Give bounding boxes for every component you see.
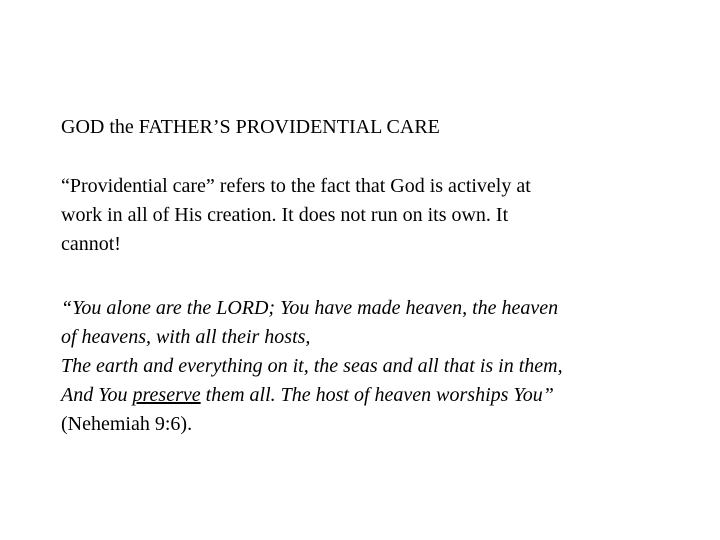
scripture-quote: [61, 294, 701, 439]
slide-title: GOD the FATHER’S PROVIDENTIAL CARE: [61, 116, 440, 138]
underlined-word: preserve: [132, 384, 201, 406]
verse-text: them all. The host of heaven worships You”: [200, 384, 554, 406]
intro-line: “Providential care” refers to the fact that God is actively at: [61, 175, 531, 197]
verse-text: And You: [61, 384, 133, 406]
verse-line: “You alone are the LORD; You have made heaven, the heaven: [61, 297, 559, 319]
slide-content: [61, 114, 701, 439]
verse-line: of heavens, with all their hosts,: [61, 326, 311, 348]
verse-line: The earth and everything on it, the seas and all that is in them,: [61, 355, 563, 377]
intro-line: cannot!: [61, 233, 121, 255]
intro-line: work in all of His creation. It does not run on its own. It: [61, 204, 509, 226]
intro-paragraph: [61, 172, 701, 259]
scripture-citation: (Nehemiah 9:6).: [61, 413, 193, 435]
verse-line: [61, 381, 701, 410]
